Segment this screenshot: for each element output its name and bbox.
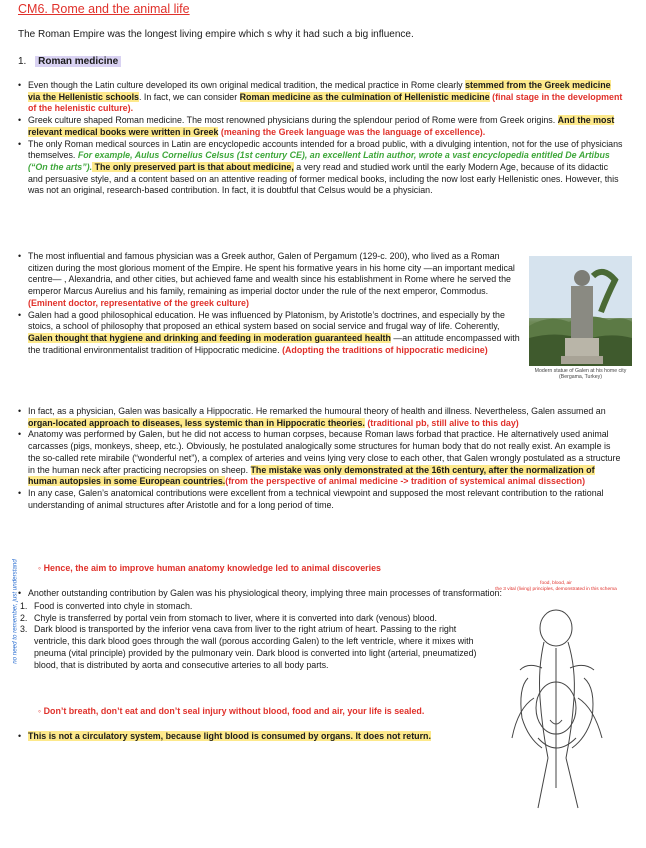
- step-item: 3. Dark blood is transported by the inferior vena cava from liver to the right atrium of heart. Passing to the right ventricle, this dark blood goes through the wall (porous according Galen) to the left ventricle, where it mixes with pneuma (vital principle) provided by the pulmonary vein. Dark blood is converted into light (arterial, pneumatized) blood, that is distributed by aorta and consecutive arteries to all body parts.: [20, 624, 477, 670]
- photo-caption: Modern statue of Galen at his home city (Bergama, Turkey): [534, 368, 627, 381]
- list-item: • Greek culture shaped Roman medicine. The most renowned physicians during the splendour period of Rome were from Greek origins. And the most relevant medical books were written in Greek (meaning the Greek language was the language of excellence).: [18, 115, 624, 138]
- bullet-block-a: [18, 80, 624, 197]
- sub-bullet-c: ◦ Hence, the aim to improve human anatomy knowledge led to animal discoveries: [38, 563, 381, 573]
- page-title: CM6. Rome and the animal life: [18, 2, 190, 16]
- step-list: [20, 601, 480, 671]
- step-item: 2. Chyle is transferred by portal vein from stomach to liver, where it is converted into dark (venous) blood.: [20, 612, 438, 623]
- list-item: • Anatomy was performed by Galen, but he did not access to human corpses, because Roman laws forbad that practice. He alternatively used animal carcasses (pigs, monkeys, sheep, etc.). Obviously, he postulated analogically some structures for human body that do not really exist. An example is the so-called rete mirabile (“wonderful net”), a complex of arteries and veins lying very close to each other, that Galen wrongly postulated as a structure in the human neck after practicing necropsies on sheep. The mistake was only demonstrated at the 16th century, after the normalization of human autopsies in some European countries.(from the perspective of animal medicine -> tradition of systemical animal dissection): [18, 429, 624, 488]
- list-item: • In fact, as a physician, Galen was basically a Hippocratic. He remarked the humoural theory of health and illness. Nevertheless, Galen assumed an organ-located approach to diseases, less systemic than in Hippocratic theories. (traditional pb, still alive to this day): [18, 406, 624, 429]
- section-number: 1.: [18, 56, 27, 67]
- list-item: • In any case, Galen’s anatomical contributions were excellent from a technical viewpoint and supposed the most relevant contribution to the rational understanding of animal structures after Aristotle and for a long period of time.: [18, 488, 624, 511]
- bullet-block-b: [18, 251, 520, 356]
- list-item: • The only Roman medical sources in Latin are encyclopedic accounts intended for a broad public, with a divulging intention, not for the use of physicians themselves. For example, Aulus Cornelius Celsus (1st century CE), an excellent Latin author, wrote a vast encyclopedia entitled De Artibus (“On the arts”). The only preserved part is that about medicine, a very read and studied work until the early Modern Age, because of its didactic and persuasive style, and a content based on an attentive reading of former medical books, including the now lost early Hellenistic ones. However, this was not an original, research-based contribution. In fact, it is doubtful that Celsus would be a physician.: [18, 139, 624, 198]
- list-item: • The most influential and famous physician was a Greek author, Galen of Pergamum (129-c. 200), who lived as a Roman citizen during the most glorious moment of the Empire. He spent his formative years in his home city —an important medical centre— , Alexandria, and other cities, but achieved fame and wealth since his establishment in Rome where he served the emperor Marcus Aurelius and his family, remaining as imperial doctor under the rule of the next emperor, Commodus. (Eminent doctor, representative of the greek culture): [18, 251, 520, 310]
- bullet-block-e: [18, 731, 448, 743]
- sub-bullet-d: ◦ Don’t breath, don’t eat and don’t seal injury without blood, food and air, your life is sealed.: [38, 706, 425, 716]
- galen-statue-photo: [529, 256, 632, 366]
- list-item: • Even though the Latin culture developed its own original medical tradition, the medical practice in Rome clearly stemmed from the Greek medicine via the Hellenistic schools. In fact, we can consider Roman medicine as the culmination of Hellenistic medicine (final stage in the development of the helenistic culture).: [18, 80, 624, 115]
- section-heading: [18, 56, 121, 67]
- intro-text: The Roman Empire was the longest living empire which s why it had such a big influence.: [18, 29, 414, 40]
- list-item: • Galen had a good philosophical education. He was influenced by Platonism, by Aristotle’s doctrines, and especially by the stoics, a school of philosophy that proposed an ethical system based on social service and frugal way of life. Coherently, Galen thought that hygiene and drinking and feeding in moderation guaranteed health —an attitude encompassed with the traditional environmentalist tradition of Hippocratic medicine. (Adopting the traditions of hippocratic medicine): [18, 310, 520, 357]
- step-item: 1. Food is converted into chyle in stomach.: [20, 601, 193, 611]
- section-label: Roman medicine: [35, 56, 121, 67]
- galen-physiology-diagram: [498, 608, 616, 816]
- bullet-block-c: [18, 406, 624, 511]
- list-item: • This is not a circulatory system, because light blood is consumed by organs. It does not return.: [18, 731, 448, 743]
- handwritten-margin-note: no need to remember, just understand: [11, 559, 19, 664]
- diagram-label: food, blood, air the 3 vital (living) principles, demonstrated in this schema: [495, 581, 617, 592]
- list-item: • Another outstanding contribution by Galen was his physiological theory, implying three main processes of transformation:: [18, 588, 628, 600]
